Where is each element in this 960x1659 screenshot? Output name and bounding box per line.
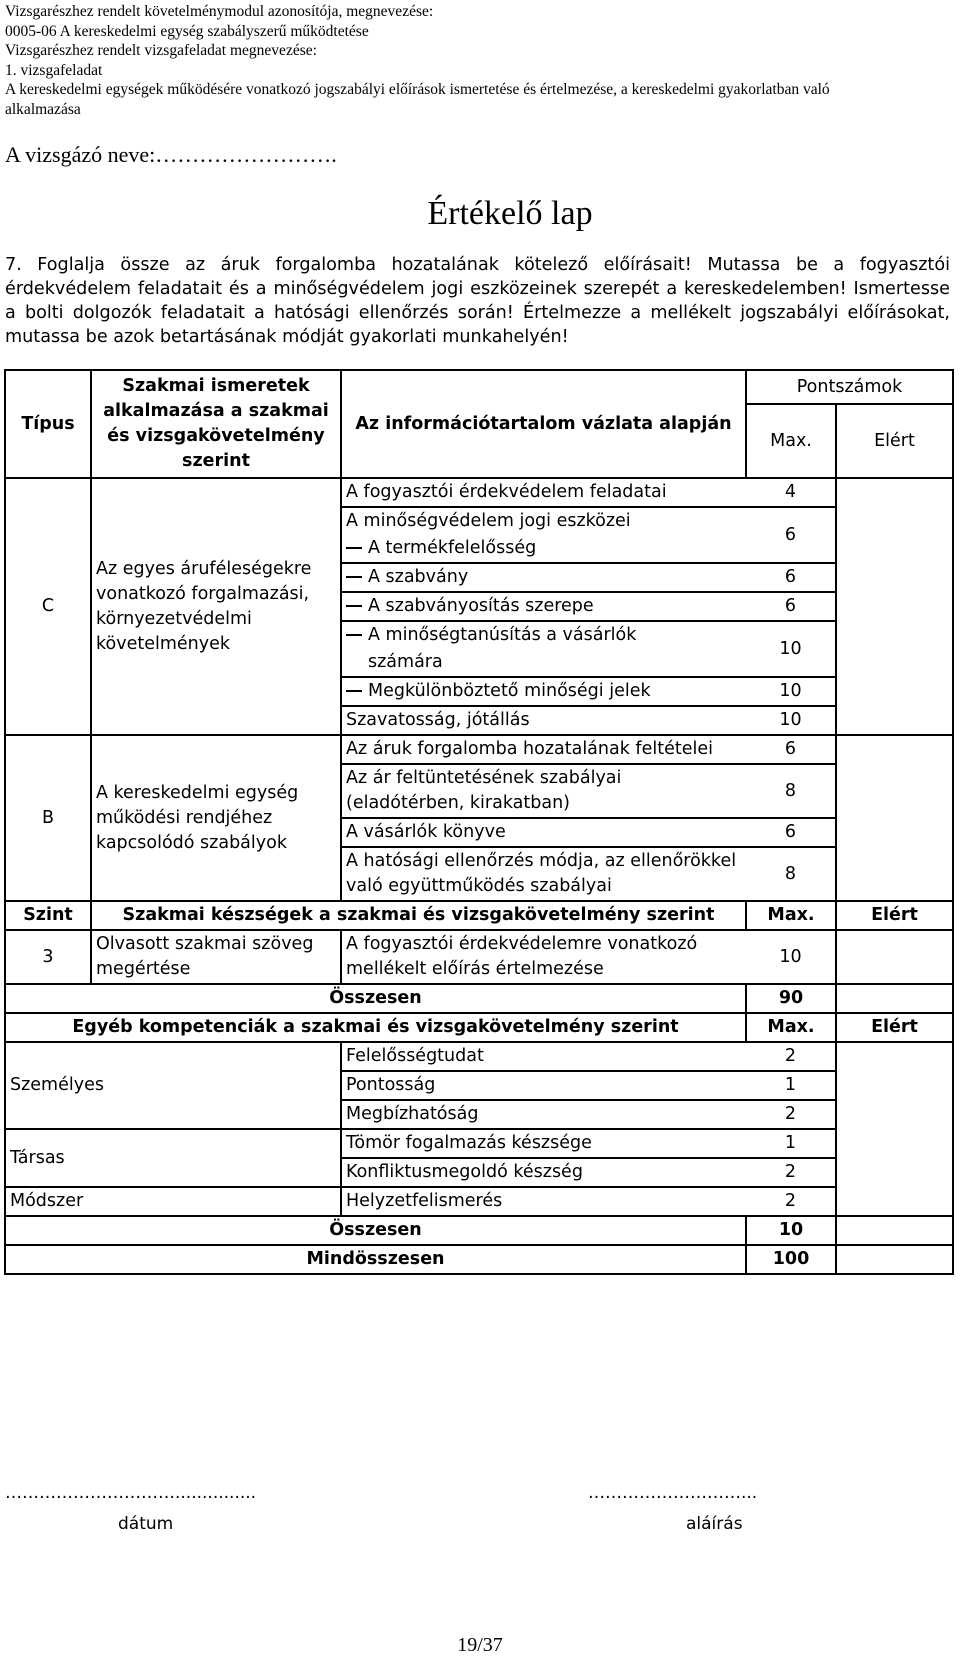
row-text: Megbízhatóság <box>341 1100 746 1129</box>
dash-icon <box>346 547 362 549</box>
row-max: 2 <box>746 1042 836 1071</box>
skills-header-row <box>5 901 953 930</box>
row-text-a: A minőségtanúsítás a vásárlók <box>368 625 637 645</box>
row-text <box>341 621 746 649</box>
desc-c: Az egyes áruféleségekre vonatkozó forgalmazási, környezetvédelmi követelmények <box>91 478 341 735</box>
date-label: dátum <box>118 1514 174 1534</box>
signature-dots: ………………………... <box>588 1483 758 1503</box>
skill-desc: Olvasott szakmai szöveg megértése <box>91 930 341 984</box>
candidate-name-field: A vizsgázó neve:……………………. <box>5 142 337 167</box>
row-text <box>341 507 746 535</box>
row-text-label: Megkülönböztető minőségi jelek <box>368 681 651 701</box>
signature-label: aláírás <box>686 1514 743 1534</box>
type-b: B <box>5 735 91 901</box>
table-row <box>5 1042 953 1071</box>
row-text: Az ár feltüntetésének szabályai (eladótérben, kirakatban) <box>341 764 746 818</box>
header-max: Max. <box>746 901 836 930</box>
skill-level: 3 <box>5 930 91 984</box>
row-text <box>341 677 746 706</box>
row-max: 1 <box>746 1129 836 1158</box>
header-skills: Szakmai készségek a szakmai és vizsgakövetelmény szerint <box>91 901 746 930</box>
document-header <box>5 2 955 119</box>
header-line: Vizsgarészhez rendelt vizsgafeladat megnevezése: <box>5 42 317 59</box>
row-max: 6 <box>746 563 836 592</box>
subtotal-label: Összesen <box>5 984 746 1013</box>
header-szint: Szint <box>5 901 91 930</box>
dash-icon <box>346 576 362 578</box>
header-max: Max. <box>746 404 836 478</box>
elert-cell[interactable] <box>836 735 953 901</box>
competencies-header-row <box>5 1013 953 1042</box>
elert-cell[interactable] <box>836 930 953 984</box>
row-max: 4 <box>746 478 836 507</box>
subtotal-label: Összesen <box>5 1216 746 1245</box>
row-text: A fogyasztói érdekvédelem feladatai <box>341 478 746 507</box>
row-max: 6 <box>746 592 836 621</box>
row-text: A vásárlók könyve <box>341 818 746 847</box>
header-elert: Elért <box>836 1013 953 1042</box>
row-text-a: A minőségvédelem jogi eszközei <box>346 511 631 531</box>
row-text-label: A szabvány <box>368 567 469 587</box>
header-line: alkalmazása <box>5 100 81 118</box>
grand-total-value: 100 <box>746 1245 836 1274</box>
row-text <box>341 592 746 621</box>
elert-cell[interactable] <box>836 984 953 1013</box>
header-line: A kereskedelmi egységek működésére vonatkozó jogszabályi előírások ismertetése és értelmezése, a kereskedelmi gyakorlatban való <box>5 81 830 98</box>
row-max: 2 <box>746 1158 836 1187</box>
table-row <box>5 1187 953 1216</box>
row-text: Felelősségtudat <box>341 1042 746 1071</box>
header-info: Az információtartalom vázlata alapján <box>341 370 746 478</box>
type-c: C <box>5 478 91 735</box>
dash-icon <box>346 634 362 636</box>
table-row <box>5 478 953 507</box>
row-max: 1 <box>746 1071 836 1100</box>
subtotal-value: 90 <box>746 984 836 1013</box>
header-line: 0005-06 A kereskedelmi egység szabályszerű működtetése <box>5 22 369 40</box>
elert-cell[interactable] <box>836 1245 953 1274</box>
row-max: 10 <box>746 930 836 984</box>
row-text: A fogyasztói érdekvédelemre vonatkozó mellékelt előírás értelmezése <box>341 930 746 984</box>
task-description: 7. Foglalja össze az áruk forgalomba hozatalának kötelező előírásait! Mutassa be a fogyasztói érdekvédelem feladatait és a minőségvédelem jogi eszközeinek szerepét a kereskedelemben! Ismertesse a bolti dolgozók feladatait a hatósági ellenőrzés során! Értelmezze a mellékelt jogszabályi előírásokat, mutassa be azok betartásának módját gyakorlati munkahelyén! <box>5 255 950 347</box>
row-text <box>341 535 746 563</box>
header-elert: Elért <box>836 404 953 478</box>
page-number: 19/37 <box>457 1634 503 1656</box>
comp-group-szemelyes: Személyes <box>5 1042 341 1129</box>
dash-icon <box>346 690 362 692</box>
row-max: 8 <box>746 847 836 901</box>
header-max: Max. <box>746 1013 836 1042</box>
table-row <box>5 930 953 984</box>
desc-b: A kereskedelmi egység működési rendjéhez kapcsolódó szabályok <box>91 735 341 901</box>
header-line: 1. vizsgafeladat <box>5 61 103 79</box>
header-pontszamok: Pontszámok <box>746 370 953 404</box>
row-text-label: A szabványosítás szerepe <box>368 596 594 616</box>
elert-cell[interactable] <box>836 478 953 735</box>
comp-group-tarsas: Társas <box>5 1129 341 1187</box>
subtotal-row <box>5 1216 953 1245</box>
row-max: 10 <box>746 621 836 677</box>
row-max: 6 <box>746 735 836 764</box>
row-text: A hatósági ellenőrzés módja, az ellenőrökkel való együttműködés szabályai <box>341 847 746 901</box>
table-header-row <box>5 370 953 404</box>
row-max: 6 <box>746 507 836 563</box>
row-max: 10 <box>746 706 836 735</box>
dash-icon <box>346 605 362 607</box>
row-text-b: számára <box>368 652 443 672</box>
header-tipus: Típus <box>5 370 91 478</box>
row-max: 2 <box>746 1100 836 1129</box>
row-text: Helyzetfelismerés <box>341 1187 746 1216</box>
subtotal-value: 10 <box>746 1216 836 1245</box>
row-text: Tömör fogalmazás készsége <box>341 1129 746 1158</box>
evaluation-table <box>4 369 954 1275</box>
row-max: 2 <box>746 1187 836 1216</box>
row-text <box>341 649 746 677</box>
header-competencies: Egyéb kompetenciák a szakmai és vizsgakövetelmény szerint <box>5 1013 746 1042</box>
comp-group-modszer: Módszer <box>5 1187 341 1216</box>
row-text <box>341 563 746 592</box>
row-text: Pontosság <box>341 1071 746 1100</box>
row-text-b: A termékfelelősség <box>368 538 537 558</box>
row-text: Az áruk forgalomba hozatalának feltételei <box>341 735 746 764</box>
header-elert: Elért <box>836 901 953 930</box>
row-text: Konfliktusmegoldó készség <box>341 1158 746 1187</box>
row-max: 10 <box>746 677 836 706</box>
header-szakmai: Szakmai ismeretek alkalmazása a szakmai és vizsgakövetelmény szerint <box>91 370 341 478</box>
grand-total-row <box>5 1245 953 1274</box>
table-row <box>5 1129 953 1158</box>
elert-cell[interactable] <box>836 1042 953 1216</box>
row-max: 8 <box>746 764 836 818</box>
elert-cell[interactable] <box>836 1216 953 1245</box>
table-row <box>5 735 953 764</box>
header-line: Vizsgarészhez rendelt követelménymodul azonosítója, megnevezése: <box>5 3 434 20</box>
page-title: Értékelő lap <box>427 195 593 232</box>
row-text: Szavatosság, jótállás <box>341 706 746 735</box>
row-max: 6 <box>746 818 836 847</box>
date-dots: …………………………............... <box>5 1483 257 1503</box>
grand-total-label: Mindösszesen <box>5 1245 746 1274</box>
subtotal-row <box>5 984 953 1013</box>
